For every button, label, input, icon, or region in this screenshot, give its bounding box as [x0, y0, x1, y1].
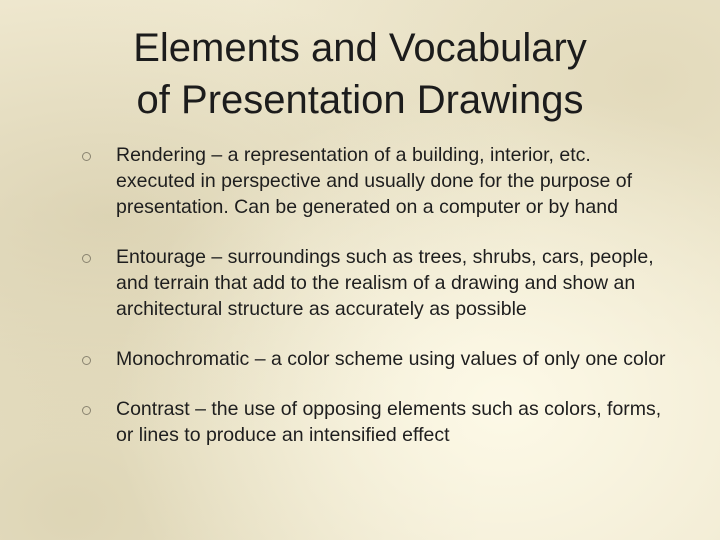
bullet-item-rendering [78, 142, 668, 220]
bullet-item-contrast [78, 396, 668, 448]
bullet-circle-icon [82, 152, 91, 161]
bullet-item-monochromatic [78, 346, 668, 372]
bullet-text: Monochromatic – a color scheme using values of only one color [116, 348, 666, 370]
bullet-text: Entourage – surroundings such as trees, shrubs, cars, people, and terrain that add to the realism of a drawing and show an architectural structure as accurately as possible [116, 246, 654, 320]
bullet-item-entourage [78, 244, 668, 322]
bullet-circle-icon [82, 254, 91, 263]
bullet-circle-icon [82, 406, 91, 415]
slide-title-line-1: Elements and Vocabulary [133, 26, 587, 70]
bullet-text: Contrast – the use of opposing elements such as colors, forms, or lines to produce an intensified effect [116, 398, 662, 446]
bullet-text: Rendering – a representation of a building, interior, etc. executed in perspective and usually done for the purpose of presentation. Can be generated on a computer or by hand [116, 144, 633, 218]
bullet-list [78, 142, 668, 472]
slide-title [40, 22, 680, 126]
bullet-circle-icon [82, 356, 91, 365]
slide-title-line-2: of Presentation Drawings [136, 78, 584, 122]
